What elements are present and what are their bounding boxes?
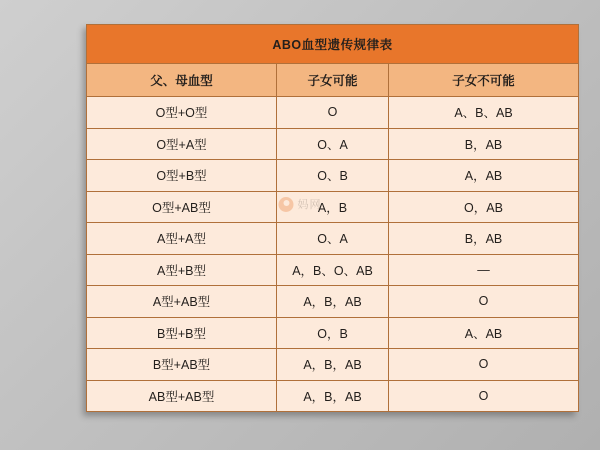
blood-type-table-container <box>86 24 578 412</box>
cell-possible: A，B、O、AB <box>277 254 389 286</box>
cell-parents: O型+A型 <box>87 128 277 160</box>
cell-possible: O、B <box>277 160 389 192</box>
table-row <box>87 349 579 381</box>
cell-impossible: A、AB <box>389 317 579 349</box>
cell-possible: O、A <box>277 128 389 160</box>
cell-possible: O <box>277 97 389 129</box>
cell-impossible: A，AB <box>389 160 579 192</box>
table-row <box>87 160 579 192</box>
cell-parents: B型+AB型 <box>87 349 277 381</box>
blood-type-inheritance-table <box>86 24 579 412</box>
cell-parents: O型+O型 <box>87 97 277 129</box>
cell-possible: O、A <box>277 223 389 255</box>
table-header-row <box>87 64 579 97</box>
cell-possible: A，B，AB <box>277 380 389 412</box>
cell-parents: O型+AB型 <box>87 191 277 223</box>
cell-parents: A型+AB型 <box>87 286 277 318</box>
table-row <box>87 254 579 286</box>
table-title: ABO血型遗传规律表 <box>87 25 579 64</box>
table-row <box>87 223 579 255</box>
cell-parents: O型+B型 <box>87 160 277 192</box>
cell-impossible: O <box>389 349 579 381</box>
table-row <box>87 380 579 412</box>
table-row <box>87 191 579 223</box>
table-row <box>87 128 579 160</box>
cell-impossible: — <box>389 254 579 286</box>
watermark-label: 妈网 <box>297 199 322 211</box>
column-header-impossible: 子女不可能 <box>389 64 579 97</box>
cell-parents: B型+B型 <box>87 317 277 349</box>
table-row <box>87 317 579 349</box>
cell-impossible: B，AB <box>389 223 579 255</box>
cell-parents: AB型+AB型 <box>87 380 277 412</box>
cell-impossible: O <box>389 286 579 318</box>
column-header-possible: 子女可能 <box>277 64 389 97</box>
cell-parents: A型+A型 <box>87 223 277 255</box>
cell-possible: A，B <box>277 191 389 223</box>
cell-impossible: O <box>389 380 579 412</box>
table-title-row <box>87 25 579 64</box>
cell-possible: A，B，AB <box>277 349 389 381</box>
cell-possible: O，B <box>277 317 389 349</box>
table-row <box>87 97 579 129</box>
cell-impossible: B，AB <box>389 128 579 160</box>
cell-impossible: A、B、AB <box>389 97 579 129</box>
cell-parents: A型+B型 <box>87 254 277 286</box>
table-row <box>87 286 579 318</box>
cell-possible: A，B，AB <box>277 286 389 318</box>
cell-impossible: O，AB <box>389 191 579 223</box>
column-header-parents: 父、母血型 <box>87 64 277 97</box>
